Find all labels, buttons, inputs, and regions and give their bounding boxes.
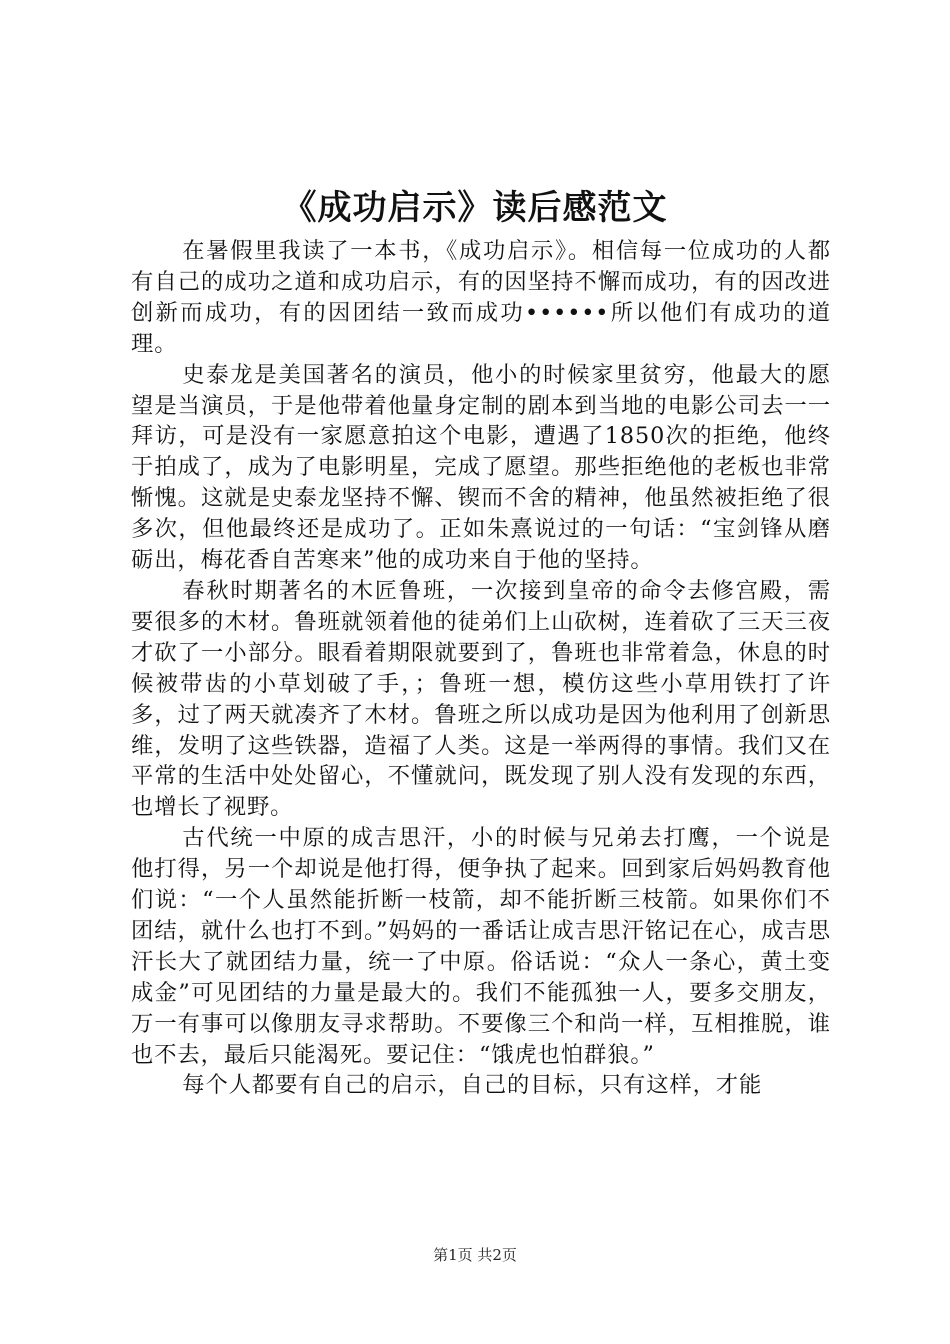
document-body [131, 236, 831, 1101]
paragraph-intro: 在暑假里我读了一本书，《成功启示》。相信每一位成功的人都有自己的成功之道和成功启示，有的因坚持不懈而成功，有的因改进创新而成功，有的因团结一致而成功••••••所以他们有成功的道理。 [131, 238, 831, 357]
document-title: 《成功启示》读后感范文 [282, 188, 668, 228]
page-number-footer: 第1页 共2页 [433, 1246, 517, 1264]
paragraph-luban: 春秋时期著名的木匠鲁班，一次接到皇帝的命令去修宫殿，需要很多的木材。鲁班就领着他的徒弟们上山砍树，连着砍了三天三夜才砍了一小部分。眼看着期限就要到了，鲁班也非常着急，休息的时候被带齿的小草划破了手，；鲁班一想，模仿这些小草用铁打了许多，过了两天就凑齐了木材。鲁班之所以成功是因为他利用了创新思维，发明了这些铁器，造福了人类。这是一举两得的事情。我们又在平常的生活中处处留心，不懂就问，既发现了别人没有发现的东西，也增长了视野。 [131, 577, 831, 821]
paragraph-genghis-khan: 古代统一中原的成吉思汗，小的时候与兄弟去打鹰，一个说是他打得，另一个却说是他打得，便争执了起来。回到家后妈妈教育他们说：“一个人虽然能折断一枝箭，却不能折断三枝箭。如果你们不团结，就什么也打不到。”妈妈的一番话让成吉思汗铭记在心，成吉思汗长大了就团结力量，统一了中原。俗话说：“众人一条心，黄土变成金”可见团结的力量是最大的。我们不能孤独一人，要多交朋友，万一有事可以像朋友寻求帮助。不要像三个和尚一样，互相推脱，谁也不去，最后只能渴死。要记住：“饿虎也怕群狼。” [131, 825, 831, 1068]
paragraph-stallone: 史泰龙是美国著名的演员，他小的时候家里贫穷，他最大的愿望是当演员，于是他带着他量身定制的剧本到当地的电影公司去一一拜访，可是没有一家愿意拍这个电影，遭遇了1850次的拒绝，他终于拍成了，成为了电影明星，完成了愿望。那些拒绝他的老板也非常惭愧。这就是史泰龙坚持不懈、锲而不舍的精神，他虽然被拒绝了很多次，但他最终还是成功了。正如朱熹说过的一句话：“宝剑锋从磨砺出，梅花香自苦寒来”他的成功来自于他的坚持。 [131, 361, 831, 574]
paragraph-conclusion: 每个人都要有自己的启示，自己的目标，只有这样，才能 [182, 1072, 763, 1099]
